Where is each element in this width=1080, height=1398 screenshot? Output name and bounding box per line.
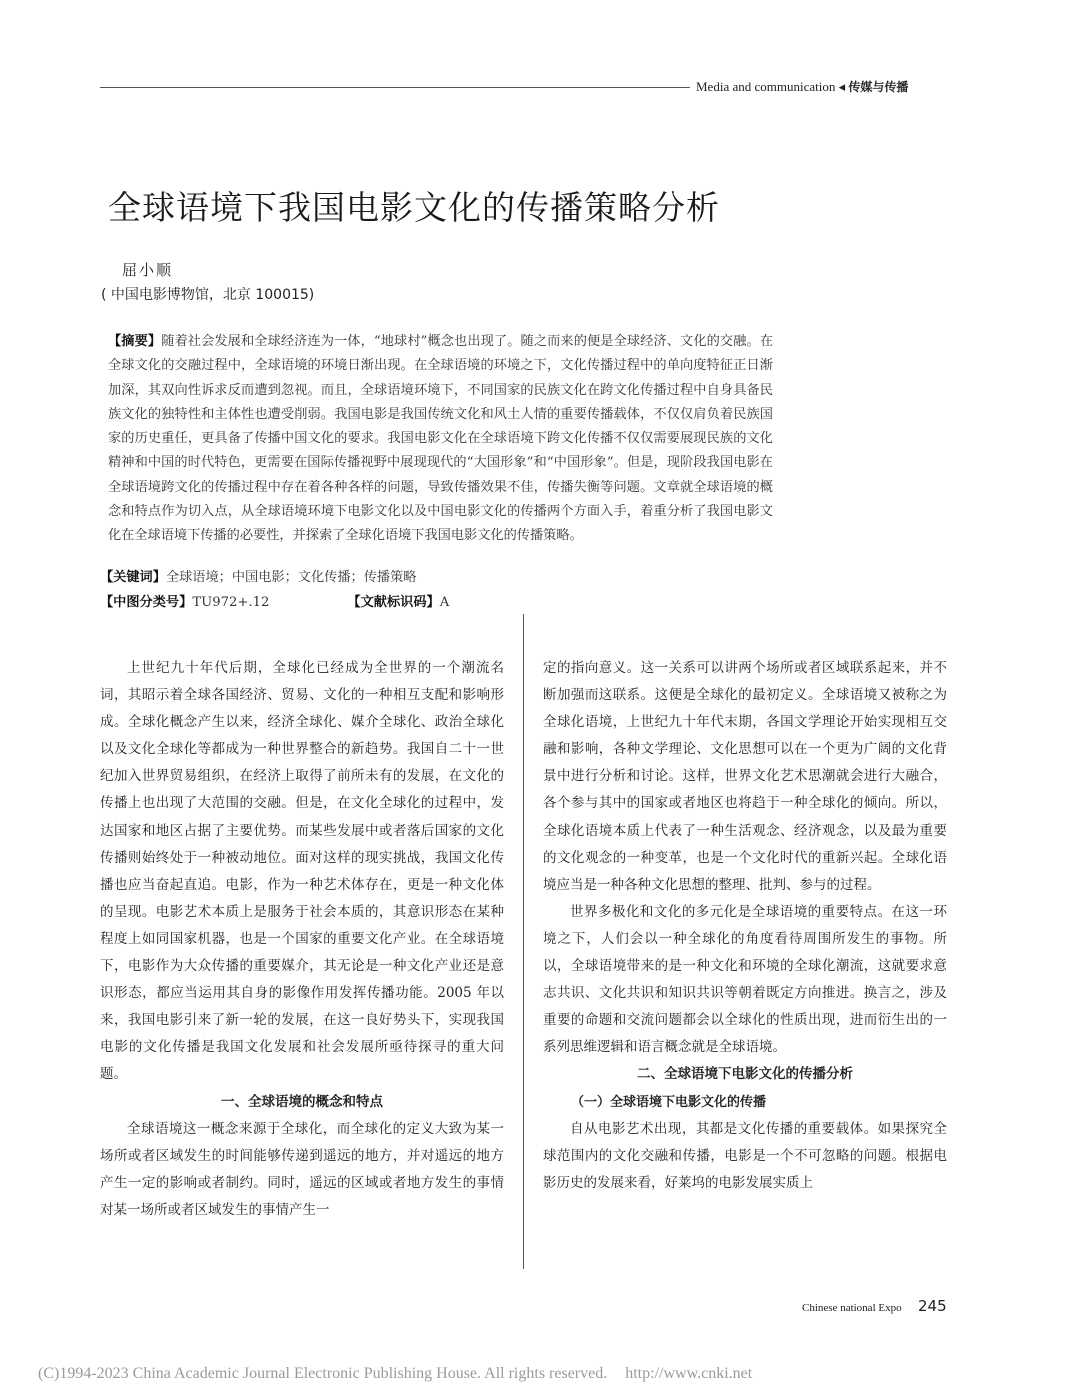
body-column-left [100,655,504,1224]
classification-line [100,591,449,610]
body-column-right [543,655,947,1197]
keywords-text: 全球语境；中国电影；文化传播；传播策略 [165,570,417,585]
paragraph: 定的指向意义。这一关系可以讲两个场所或者区域联系起来，并不断加强而这联系。这便是全球化的最初定义。全球语境又被称之为全球化语境，上世纪九十年代末期，各国文学理论开始实现相互交融和影响，各种文学理论、文化思想可以在一个更为广阔的文化背景中进行分析和讨论。这样，世界文化艺术思潮就会进行大融合，各个参与其中的国家或者地区也将趋于一种全球化的倾向。所以，全球化语境本质上代表了一种生活观念、经济观念，以及最为重要的文化观念的一种变革，也是一个文化时代的重新兴起。全球化语境应当是一种各种文化思想的整理、批判、参与的过程。 [543,660,947,893]
abstract-text: 随着社会发展和全球经济连为一体，“地球村”概念也出现了。随之而来的便是全球经济、文化的交融。在全球文化的交融过程中，全球语境的环境日渐出现。在全球语境的环境之下，文化传播过程中的单向度特征正日渐加深，其双向性诉求反而遭到忽视。而且，全球语境环境下，不同国家的民族文化在跨文化传播过程中自身具备民族文化的独特性和主体性也遭受削弱。我国电影是我国传统文化和风土人情的重要传播载体，不仅仅肩负着民族国家的历史重任，更具备了传播中国文化的要求。我国电影文化在全球语境下跨文化传播不仅仅需要展现民族的文化精神和中国的时代特色，更需要在国际传播视野中展现现代的“大国形象”和“中国形象”。但是，现阶段我国电影在全球语境跨文化的传播过程中存在着各种各样的问题，导致传播效果不佳，传播失衡等问题。文章就全球语境的概念和特点作为切入点，从全球语境环境下电影文化以及中国电影文化的传播两个方面入手，着重分析了我国电影文化在全球语境下传播的必要性，并探索了全球化语境下我国电影文化的传播策略。 [108,334,774,544]
header-marker-icon: ◂ [838,79,846,94]
header-rule [100,87,690,88]
classification-code: TU972+.12 [192,595,270,610]
header-section-cn: 传媒与传播 [848,80,909,94]
paragraph: 上世纪九十年代后期，全球化已经成为全世界的一个潮流名词，其昭示着全球各国经济、贸易、文化的一种相互支配和影响形成。全球化概念产生以来，经济全球化、媒介全球化、政治全球化以及文化全球化等都成为一种世界整合的新趋势。我国自二十一世纪加入世界贸易组织，在经济上取得了前所未有的发展，在文化的传播上也出现了大范围的交融。但是，在文化全球化的过程中，发达国家和地区占据了主要优势。而某些发展中或者落后国家的文化传播则始终处于一种被动地位。面对这样的现实挑战，我国文化传播也应当奋起直追。电影，作为一种艺术体存在，更是一种文化体的呈现。电影艺术本质上是服务于社会本质的，其意识形态在某种程度上如同国家机器，也是一个国家的重要文化产业。在全球语境下，电影作为大众传播的重要媒介，其无论是一种文化产业还是意识形态，都应当运用其自身的影像作用发挥传播功能。2005 年以来，我国电影引来了新一轮的发展，在这一良好势头下，实现我国电影的文化传播是我国文化发展和社会发展所亟待探寻的重大问题。 [100,660,504,1083]
keywords-label: 【关键词】 [100,570,166,585]
copyright-notice [38,1365,752,1383]
paragraph: 自从电影艺术出现，其都是文化传播的重要载体。如果探究全球范围内的文化交融和传播，电影是一个不可忽略的问题。根据电影历史的发展来看，好莱坞的电影发展实质上 [543,1120,947,1191]
section-heading: 一、全球语境的概念和特点 [221,1093,383,1110]
column-divider [523,614,524,1269]
page-number: 245 [918,1297,947,1315]
paragraph: 世界多极化和文化的多元化是全球语境的重要特点。在这一环境之下，人们会以一种全球化的角度看待周围所发生的事物。所以，全球语境带来的是一种文化和环境的全球化潮流，这就要求意志共识、文化共识和知识共识等朝着既定方向推进。换言之，涉及重要的命题和交流问题都会以全球化的性质出现，进而衍生出的一系列思维逻辑和语言概念就是全球语境。 [543,903,947,1056]
copyright-text: (C)1994-2023 China Academic Journal Electronic Publishing House. All rights reserved. [38,1365,608,1382]
running-header [696,78,908,95]
doc-code-label: 【文献标识码】 [347,595,440,610]
subsection-heading: （一）全球语境下电影文化的传播 [571,1094,767,1110]
paragraph: 全球语境这一概念来源于全球化，而全球化的定义大致为某一场所或者区域发生的时间能够传递到遥远的地方，并对遥远的地方产生一定的影响或者制约。同时，遥远的区域或者地方发生的事情对某一场所或者区域发生的事情产生一 [100,1120,504,1218]
section-heading: 二、全球语境下电影文化的传播分析 [637,1066,853,1083]
classification-label: 【中图分类号】 [100,595,193,610]
footer-journal-name: Chinese national Expo [802,1302,902,1314]
abstract [108,330,773,549]
article-title: 全球语境下我国电影文化的传播策略分析 [108,188,720,227]
article-affiliation: ( 中国电影博物馆，北京 100015) [101,287,315,303]
cnki-url: http://www.cnki.net [625,1365,753,1382]
header-section-en: Media and communication [696,79,836,94]
abstract-label: 【摘要】 [108,334,162,349]
keywords [100,566,417,585]
doc-code: A [439,595,450,610]
article-author: 屈小顺 [122,261,174,279]
